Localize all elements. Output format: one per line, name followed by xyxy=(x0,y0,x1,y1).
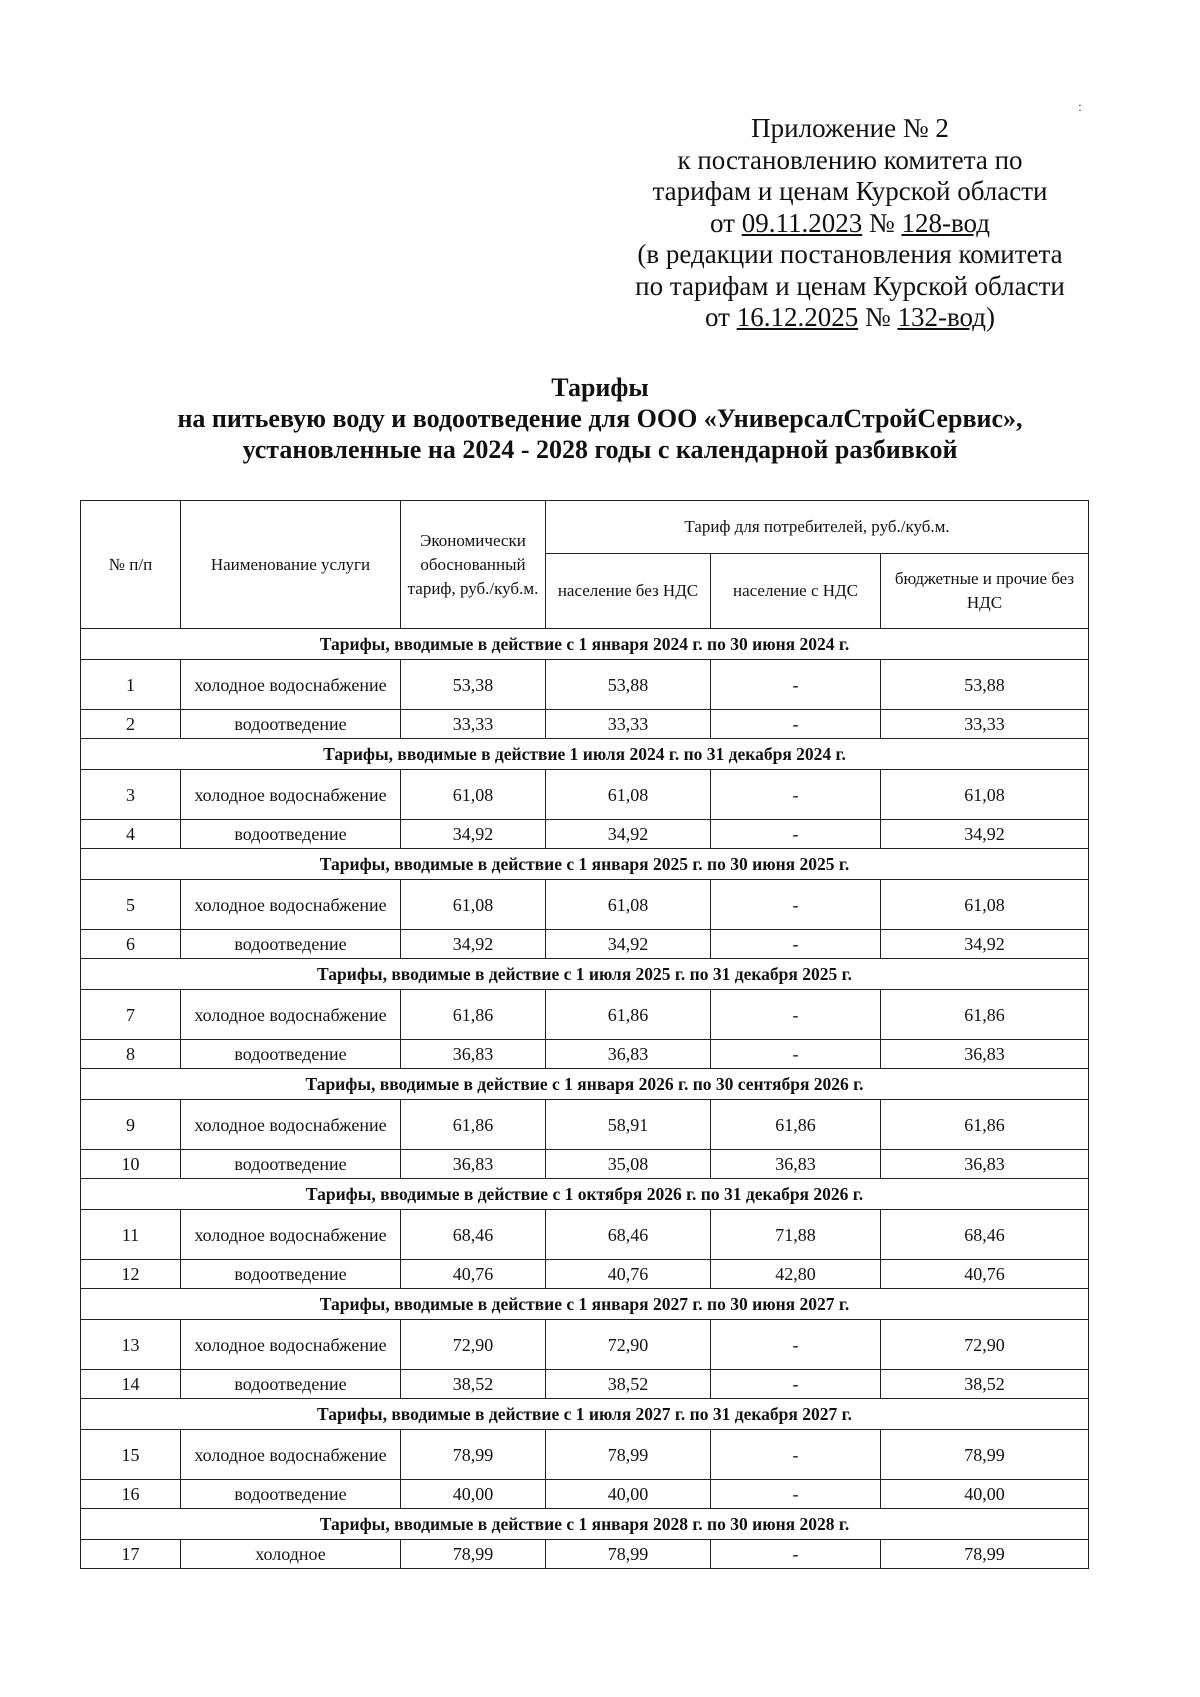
appendix-line-1: Приложение № 2 xyxy=(751,113,949,143)
economic-tariff: 72,90 xyxy=(401,1320,546,1370)
budget-tariff: 40,76 xyxy=(881,1260,1089,1289)
appendix-line-4-middle: № xyxy=(862,207,902,238)
table-row xyxy=(81,1210,1089,1260)
table-row xyxy=(81,990,1089,1040)
budget-tariff: 61,86 xyxy=(881,990,1089,1040)
appendix-line-4 xyxy=(610,208,1090,240)
service-name: холодное водоснабжение xyxy=(181,1320,401,1370)
service-name: водоотведение xyxy=(181,1370,401,1399)
budget-tariff: 36,83 xyxy=(881,1150,1089,1179)
period-title: Тарифы, вводимые в действие с 1 января 2026 г. по 30 сентября 2026 г. xyxy=(81,1069,1089,1100)
service-name: холодное xyxy=(181,1540,401,1569)
service-name: водоотведение xyxy=(181,710,401,739)
population-no-vat: 61,86 xyxy=(546,990,711,1040)
service-name: водоотведение xyxy=(181,820,401,849)
header-population-vat: население с НДС xyxy=(711,554,881,629)
population-no-vat: 33,33 xyxy=(546,710,711,739)
amendment-date: 16.12.2025 xyxy=(736,302,859,332)
population-no-vat: 68,46 xyxy=(546,1210,711,1260)
row-number: 2 xyxy=(81,710,181,739)
period-title: Тарифы, вводимые в действие с 1 января 2025 г. по 30 июня 2025 г. xyxy=(81,849,1089,880)
economic-tariff: 33,33 xyxy=(401,710,546,739)
population-vat: - xyxy=(711,1320,881,1370)
economic-tariff: 38,52 xyxy=(401,1370,546,1399)
period-title: Тарифы, вводимые в действие с 1 января 2024 г. по 30 июня 2024 г. xyxy=(81,629,1089,660)
header-economic-tariff: Экономически обоснованный тариф, руб./куб.м. xyxy=(401,501,546,629)
row-number: 16 xyxy=(81,1480,181,1509)
budget-tariff: 61,08 xyxy=(881,880,1089,930)
economic-tariff: 61,08 xyxy=(401,770,546,820)
period-title: Тарифы, вводимые в действие с 1 июля 2027 г. по 31 декабря 2027 г. xyxy=(81,1399,1089,1430)
economic-tariff: 68,46 xyxy=(401,1210,546,1260)
table-row xyxy=(81,770,1089,820)
table-row xyxy=(81,710,1089,739)
economic-tariff: 36,83 xyxy=(401,1150,546,1179)
table-row xyxy=(81,1430,1089,1480)
population-vat: - xyxy=(711,1370,881,1399)
header-budget: бюджетные и прочие без НДС xyxy=(881,554,1089,629)
economic-tariff: 78,99 xyxy=(401,1430,546,1480)
period-row xyxy=(81,1289,1089,1320)
service-name: холодное водоснабжение xyxy=(181,1100,401,1150)
row-number: 4 xyxy=(81,820,181,849)
economic-tariff: 40,00 xyxy=(401,1480,546,1509)
period-title: Тарифы, вводимые в действие с 1 октября 2026 г. по 31 декабря 2026 г. xyxy=(81,1179,1089,1210)
service-name: холодное водоснабжение xyxy=(181,880,401,930)
budget-tariff: 33,33 xyxy=(881,710,1089,739)
service-name: холодное водоснабжение xyxy=(181,1430,401,1480)
service-name: холодное водоснабжение xyxy=(181,660,401,710)
population-no-vat: 34,92 xyxy=(546,930,711,959)
budget-tariff: 72,90 xyxy=(881,1320,1089,1370)
title-line-1: Тарифы xyxy=(551,373,649,402)
amendment-number: 132-вод xyxy=(897,302,986,332)
population-vat: - xyxy=(711,710,881,739)
table-row xyxy=(81,1480,1089,1509)
appendix-line-7-suffix: ) xyxy=(985,302,995,332)
appendix-line-3: тарифам и ценам Курской области xyxy=(652,176,1048,206)
population-vat: - xyxy=(711,1480,881,1509)
period-row xyxy=(81,1179,1089,1210)
service-name: водоотведение xyxy=(181,1040,401,1069)
economic-tariff: 61,08 xyxy=(401,880,546,930)
resolution-number: 128-вод xyxy=(901,207,990,238)
table-header xyxy=(81,501,1089,629)
appendix-line-4-prefix: от xyxy=(710,207,742,238)
row-number: 1 xyxy=(81,660,181,710)
appendix-line-2: к постановлению комитета по xyxy=(677,144,1023,175)
period-title: Тарифы, вводимые в действие 1 июля 2024 г. по 31 декабря 2024 г. xyxy=(81,739,1089,770)
population-vat: - xyxy=(711,990,881,1040)
population-no-vat: 40,00 xyxy=(546,1480,711,1509)
population-no-vat: 35,08 xyxy=(546,1150,711,1179)
population-vat: - xyxy=(711,660,881,710)
budget-tariff: 40,00 xyxy=(881,1480,1089,1509)
budget-tariff: 61,08 xyxy=(881,770,1089,820)
population-vat: 42,80 xyxy=(711,1260,881,1289)
population-vat: - xyxy=(711,880,881,930)
row-number: 7 xyxy=(81,990,181,1040)
population-vat: - xyxy=(711,1540,881,1569)
page-corner-mark: : xyxy=(1078,100,1082,115)
budget-tariff: 34,92 xyxy=(881,930,1089,959)
population-vat: - xyxy=(711,1040,881,1069)
economic-tariff: 40,76 xyxy=(401,1260,546,1289)
row-number: 5 xyxy=(81,880,181,930)
service-name: холодное водоснабжение xyxy=(181,770,401,820)
economic-tariff: 78,99 xyxy=(401,1540,546,1569)
budget-tariff: 36,83 xyxy=(881,1040,1089,1069)
population-vat: - xyxy=(711,930,881,959)
population-no-vat: 58,91 xyxy=(546,1100,711,1150)
population-no-vat: 40,76 xyxy=(546,1260,711,1289)
table-row xyxy=(81,1370,1089,1399)
period-row xyxy=(81,959,1089,990)
economic-tariff: 61,86 xyxy=(401,1100,546,1150)
table-body xyxy=(81,629,1089,1569)
table-row xyxy=(81,1040,1089,1069)
population-vat: - xyxy=(711,820,881,849)
appendix-line-6: по тарифам и ценам Курской области xyxy=(635,270,1065,301)
population-no-vat: 61,08 xyxy=(546,770,711,820)
population-vat: - xyxy=(711,770,881,820)
row-number: 17 xyxy=(81,1540,181,1569)
table-row xyxy=(81,1100,1089,1150)
service-name: холодное водоснабжение xyxy=(181,990,401,1040)
appendix-line-7 xyxy=(610,302,1090,334)
period-title: Тарифы, вводимые в действие с 1 января 2027 г. по 30 июня 2027 г. xyxy=(81,1289,1089,1320)
header-number: № п/п xyxy=(81,501,181,629)
population-no-vat: 38,52 xyxy=(546,1370,711,1399)
population-vat: - xyxy=(711,1430,881,1480)
row-number: 14 xyxy=(81,1370,181,1399)
appendix-line-7-middle: № xyxy=(858,302,898,332)
table-row xyxy=(81,930,1089,959)
economic-tariff: 36,83 xyxy=(401,1040,546,1069)
table-row xyxy=(81,1150,1089,1179)
appendix-header xyxy=(610,113,1090,334)
table-row xyxy=(81,660,1089,710)
title-line-3: установленные на 2024 - 2028 годы с календарной разбивкой xyxy=(242,435,958,464)
row-number: 12 xyxy=(81,1260,181,1289)
appendix-line-7-prefix: от xyxy=(705,302,737,332)
economic-tariff: 34,92 xyxy=(401,820,546,849)
budget-tariff: 34,92 xyxy=(881,820,1089,849)
title-line-2: на питьевую воду и водоотведение для ООО «УниверсалСтройСервис», xyxy=(177,404,1023,433)
period-row xyxy=(81,849,1089,880)
resolution-date: 09.11.2023 xyxy=(741,207,863,238)
service-name: водоотведение xyxy=(181,1150,401,1179)
population-no-vat: 78,99 xyxy=(546,1430,711,1480)
population-no-vat: 53,88 xyxy=(546,660,711,710)
service-name: холодное водоснабжение xyxy=(181,1210,401,1260)
row-number: 13 xyxy=(81,1320,181,1370)
row-number: 10 xyxy=(81,1150,181,1179)
period-title: Тарифы, вводимые в действие с 1 января 2028 г. по 30 июня 2028 г. xyxy=(81,1509,1089,1540)
population-no-vat: 78,99 xyxy=(546,1540,711,1569)
population-vat: 36,83 xyxy=(711,1150,881,1179)
budget-tariff: 61,86 xyxy=(881,1100,1089,1150)
period-title: Тарифы, вводимые в действие с 1 июля 2025 г. по 31 декабря 2025 г. xyxy=(81,959,1089,990)
row-number: 9 xyxy=(81,1100,181,1150)
period-row xyxy=(81,1509,1089,1540)
row-number: 15 xyxy=(81,1430,181,1480)
population-no-vat: 36,83 xyxy=(546,1040,711,1069)
population-vat: 61,86 xyxy=(711,1100,881,1150)
row-number: 8 xyxy=(81,1040,181,1069)
service-name: водоотведение xyxy=(181,930,401,959)
table-row xyxy=(81,880,1089,930)
row-number: 11 xyxy=(81,1210,181,1260)
appendix-line-5: (в редакции постановления комитета xyxy=(637,239,1063,269)
service-name: водоотведение xyxy=(181,1260,401,1289)
period-row xyxy=(81,1399,1089,1430)
service-name: водоотведение xyxy=(181,1480,401,1509)
table-row xyxy=(81,1540,1089,1569)
budget-tariff: 53,88 xyxy=(881,660,1089,710)
table-row xyxy=(81,820,1089,849)
population-vat: 71,88 xyxy=(711,1210,881,1260)
period-row xyxy=(81,739,1089,770)
budget-tariff: 68,46 xyxy=(881,1210,1089,1260)
header-service: Наименование услуги xyxy=(181,501,401,629)
row-number: 6 xyxy=(81,930,181,959)
population-no-vat: 72,90 xyxy=(546,1320,711,1370)
row-number: 3 xyxy=(81,770,181,820)
budget-tariff: 78,99 xyxy=(881,1430,1089,1480)
population-no-vat: 34,92 xyxy=(546,820,711,849)
table-row xyxy=(81,1320,1089,1370)
population-no-vat: 61,08 xyxy=(546,880,711,930)
economic-tariff: 53,38 xyxy=(401,660,546,710)
header-consumer-tariff: Тариф для потребителей, руб./куб.м. xyxy=(546,501,1089,554)
period-row xyxy=(81,1069,1089,1100)
period-row xyxy=(81,629,1089,660)
header-population-no-vat: население без НДС xyxy=(546,554,711,629)
budget-tariff: 38,52 xyxy=(881,1370,1089,1399)
budget-tariff: 78,99 xyxy=(881,1540,1089,1569)
tariffs-table xyxy=(80,500,1089,1569)
table-row xyxy=(81,1260,1089,1289)
document-title xyxy=(0,372,1200,465)
economic-tariff: 61,86 xyxy=(401,990,546,1040)
economic-tariff: 34,92 xyxy=(401,930,546,959)
